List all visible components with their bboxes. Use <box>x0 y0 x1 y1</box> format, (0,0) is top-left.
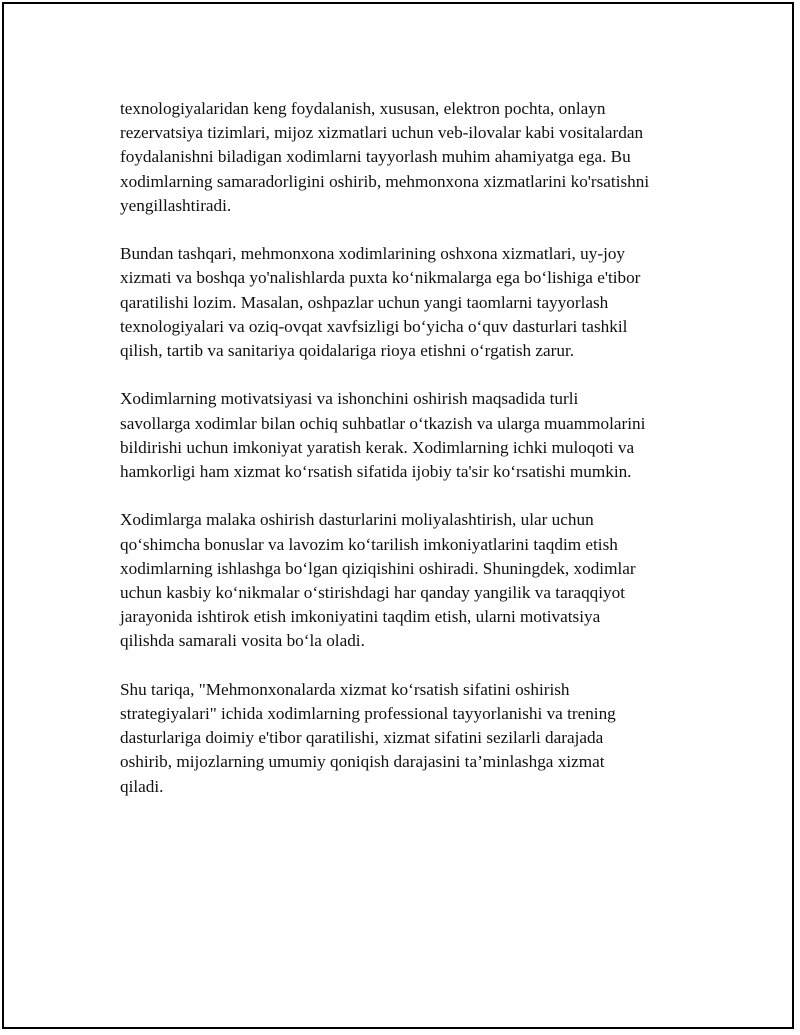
document-page <box>2 2 794 1029</box>
paragraph-2: Bundan tashqari, mehmonxona xodimlarining oshxona xizmatlari, uy-joy xizmati va boshqa yo'nalishlarda puxta ko‘nikmalarga ega bo‘lishiga e'tibor qaratilishi lozim. Masalan, oshpazlar uchun yangi taomlarni tayyorlash texnologiyalari va oziq-ovqat xavfsizligi bo‘yicha o‘quv dasturlari tashkil qilish, tartib va sanitariya qoidalariga rioya etishni o‘rgatish zarur. <box>120 244 641 361</box>
paragraph-1: texnologiyalaridan keng foydalanish, xususan, elektron pochta, onlayn rezervatsiya tizimlari, mijoz xizmatlari uchun veb-ilovalar kabi vositalardan foydalanishni biladigan xodimlarni tayyorlash muhim ahamiyatga ega. Bu xodimlarning samaradorligini oshirib, mehmonxona xizmatlarini ko'rsatishni yengillashtiradi. <box>120 99 650 215</box>
paragraph-5: Shu tariqa, "Mehmonxonalarda xizmat ko‘rsatish sifatini oshirish strategiyalari" ichida xodimlarning professional tayyorlanishi va trening dasturlariga doimiy e'tibor qaratilishi, xizmat sifatini sezilarli darajada oshirib, mijozlarning umumiy qoniqish darajasini ta’minlashga xizmat qiladi. <box>120 679 616 796</box>
document-body <box>120 97 710 823</box>
paragraph-4: Xodimlarga malaka oshirish dasturlarini moliyalashtirish, ular uchun qo‘shimcha bonuslar va lavozim ko‘tarilish imkoniyatlarini taqdim etish xodimlarning ishlashga bo‘lgan qiziqishini oshiradi. Shuningdek, xodimlar uchun kasbiy ko‘nikmalar o‘stirishdagi har qanday yangilik va taraqqiyot jarayonida ishtirok etish imkoniyatini taqdim etish, ularni motivatsiya qilishda samarali vosita bo‘la oladi. <box>120 510 636 651</box>
paragraph-3: Xodimlarning motivatsiyasi va ishonchini oshirish maqsadida turli savollarga xodimlar bilan ochiq suhbatlar o‘tkazish va ularga muammolarini bildirishi uchun imkoniyat yaratish kerak. Xodimlarning ichki muloqoti va hamkorligi ham xizmat ko‘rsatish sifatida ijobiy ta'sir ko‘rsatishi mumkin. <box>120 389 646 482</box>
